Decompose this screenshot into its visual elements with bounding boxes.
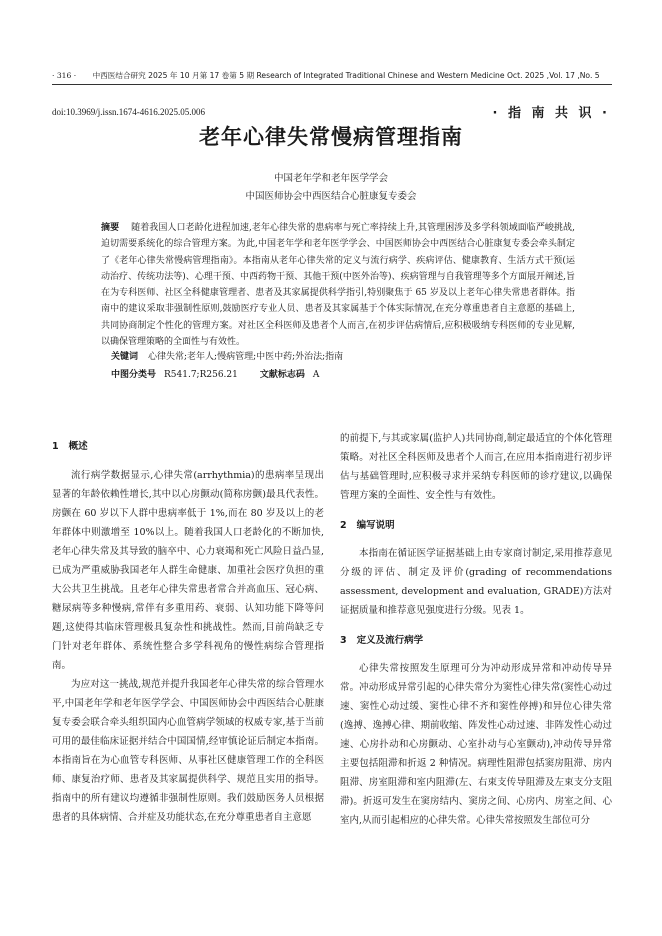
author-affiliations (0, 170, 662, 206)
body-paragraph: 流行病学数据显示,心律失常(arrhythmia)的患病率呈现出显著的年龄依赖性增长,其中以心房颤动(简称房颤)最具代表性。房颤在 60 岁以下人群中患病率低于 1%,而在 80 岁及以上的老年群体中则激增至 10%以上。随着我国人口老龄化的不断加快,老年心律失常及其导致的脑卒中、心力衰竭和死亡风险日益凸显,已成为严重威胁我国老年人群生命健康、加重社会医疗负担的重大公共卫生挑战。且老年心律失常患者常合并高血压、冠心病、糖尿病等多种慢病,常伴有多重用药、衰弱、认知功能下降等问题,这使得其临床管理极具复杂性和挑战性。然而,目前尚缺乏专门针对老年群体、系统性整合多学科视角的慢性病综合管理指南。 (52, 470, 324, 671)
doi: doi:10.3969/j.issn.1674-4616.2025.05.006 (52, 107, 206, 117)
section-heading-3: 3 定义及流行病学 (340, 635, 424, 646)
keywords-text: 心律失常;老年人;慢病管理;中医中药;外治法;指南 (148, 352, 344, 362)
header-rule (52, 84, 612, 85)
right-column (340, 429, 612, 830)
section-tag: · 指 南 共 识 · (492, 106, 610, 121)
classification-value: R541.7;R256.21 (164, 370, 238, 380)
journal-info: 中西医结合研究 2025 年 10 月第 17 卷第 5 期 Research of Integrated Traditional Chinese and Western Medicine Oct. 2025 ,Vol. 17 ,No. 5 (92, 71, 600, 80)
author-line: 中国医师协会中西医结合心脏康复专委会 (245, 191, 417, 202)
abstract (101, 220, 575, 350)
body-paragraph-continued: 的前提下,与其或家属(监护人)共同协商,制定最适宜的个体化管理策略。对社区全科医师及患者个人而言,在应用本指南进行初步评估与基础管理时,应积极寻求并采纳专科医师的诊疗建议,以确保管理方案的全面性、安全性与有效性。 (340, 433, 612, 501)
body-paragraph: 心律失常按照发生原理可分为冲动形成异常和冲动传导异常。冲动形成异常引起的心律失常分为窦性心律失常(窦性心动过速、窦性心动过缓、窦性心律不齐和窦性停搏)和异位心律失常(逸搏、逸搏心律、期前收缩、阵发性心动过速、非阵发性心动过速、心房扑动和心房颤动、心室扑动与心室颤动),冲动传导异常主要包括阻滞和折返 2 种情况。病理性阻滞包括窦房阻滞、房内阻滞、房室阻滞和室内阻滞(左、右束支传导阻滞及左束支分支阻滞)。折返可发生在窦房结内、窦房之间、心房内、房室之间、心室内,从而引起相应的心律失常。心律失常按照发生部位可分 (340, 663, 612, 826)
classification (111, 367, 319, 383)
section-heading-1: 1 概述 (52, 441, 88, 452)
running-head (52, 71, 612, 81)
left-column (52, 437, 324, 827)
paper-title: 老年心律失常慢病管理指南 (199, 125, 463, 149)
abstract-text: 随着我国人口老龄化进程加速,老年心律失常的患病率与死亡率持续上升,其管理困涉及多学科领域面临严峻挑战,迫切需要系统化的综合管理方案。为此,中国老年学和老年医学学会、中国医师协会中西医结合心脏康复专委会牵头制定了《老年心律失常慢病管理指南》。本指南从老年心律失常的定义与流行病学、疾病评估、健康教育、生活方式干预(运动治疗、传统功法等)、心理干预、中西药物干预、其他干预(中医外治等)、疾病管理与自我管理等多个方面展开阐述,旨在为专科医师、社区全科健康管理者、患者及其家属提供科学指引,特别聚焦于 65 岁及以上老年心律失常患者群体。指南中的建议采取非强制性原则,鼓励医疗专业人员、患者及其家属基于个体实际情况,在充分尊重患者自主意愿的基础上,共同协商制定个性化的管理方案。对社区全科医师及患者个人而言,在初步评估病情后,应积极吸纳专科医师的专业见解,以确保管理策略的全面性与有效性。 (101, 223, 575, 348)
author-line: 中国老年学和老年医学学会 (273, 173, 388, 184)
document-code-value: A (312, 370, 320, 380)
page-number: · 316 · (52, 71, 77, 80)
abstract-label: 摘要 (101, 223, 120, 233)
keywords-label: 关键词 (111, 352, 139, 362)
classification-label: 中图分类号 (111, 370, 157, 380)
body-paragraph: 为应对这一挑战,规范并提升我国老年心律失常的综合管理水平,中国老年学和老年医学学会、中国医师协会中西医结合心脏康复专委会联合牵头组织国内心血管病学领域的权威专家,基于当前可用的最佳临床证据并结合中国国情,经审慎论证后制定本指南。本指南旨在为心血管专科医师、从事社区健康管理工作的全科医师、康复治疗师、患者及其家属提供科学、规范且实用的指导。指南中的所有建议均遵循非强制性原则。我们鼓励医务人员根据患者的具体病情、合并症及功能状态,在充分尊重患者自主意愿 (52, 679, 324, 823)
document-code-label: 文献标志码 (259, 370, 305, 380)
keywords (111, 349, 343, 365)
body-paragraph: 本指南在循证医学证据基础上由专家商讨制定,采用推荐意见分级的评估、制定及评价(grading of recommendations assessment, development and evaluation, GRADE)方法对证据质量和推荐意见强度进行分级。见表 1。 (340, 548, 612, 616)
section-heading-2: 2 编写说明 (340, 520, 395, 531)
